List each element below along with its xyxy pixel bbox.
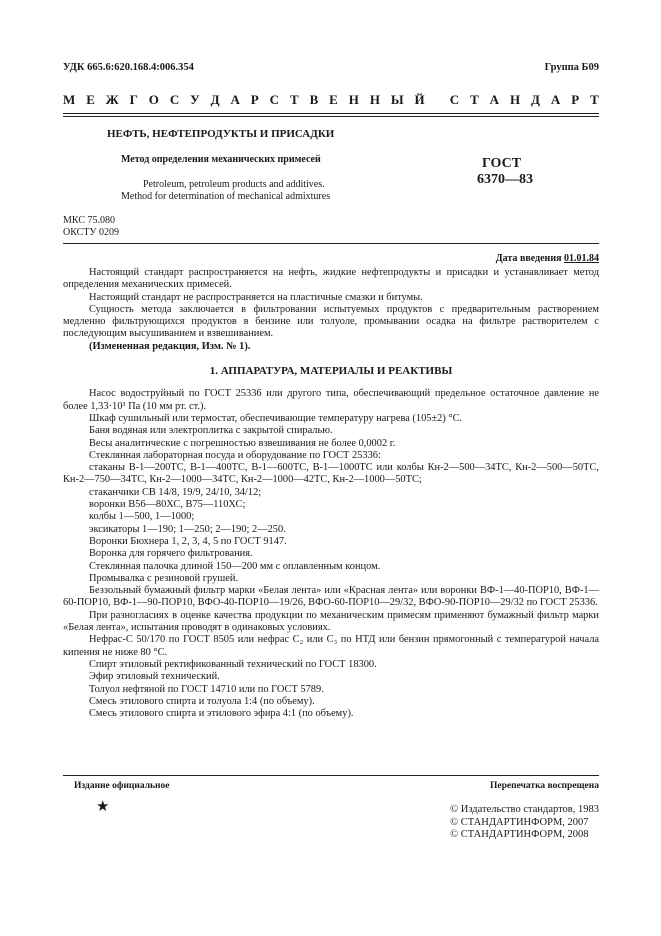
udc-code: УДК 665.6:620.168.4:006.354	[63, 62, 194, 73]
document-title: НЕФТЬ, НЕФТЕПРОДУКТЫ И ПРИСАДКИ	[107, 128, 335, 140]
banner-letter: Р	[571, 92, 580, 107]
banner-letter: Д	[210, 92, 220, 107]
copyright-line: © СТАНДАРТИНФОРМ, 2007	[450, 816, 589, 828]
apparatus-item: Шкаф сушильный или термостат, обеспечивающие температуру нагрева (105±2) °С.	[89, 412, 463, 424]
banner-letter: О	[148, 92, 159, 107]
banner-letter: С	[449, 92, 460, 107]
apparatus-item: Спирт этиловый ректификованный технический по ГОСТ 18300.	[89, 658, 377, 670]
apparatus-list	[63, 388, 599, 720]
apparatus-item: Стеклянная лабораторная посуда и оборудование по ГОСТ 25336:	[89, 449, 381, 461]
intro-paragraph-method-essence: Сущность метода заключается в фильтровании испытуемых продуктов с предварительным растворением медленно фильтрующихся продуктов в бензине или толуоле, промывании осадка на фильтре растворителем с последующим высушиванием и взвешиванием.	[63, 303, 599, 340]
banner-letter: Т	[289, 92, 299, 107]
copyright-line: © Издательство стандартов, 1983	[450, 804, 599, 815]
banner-letter: М	[63, 92, 76, 107]
apparatus-item: При разногласиях в оценке качества продукции по механическим примесям применяют бумажный фильтр марки «Белая лента», испытания проводят в одинаковых условиях.	[63, 609, 599, 634]
official-edition-label: Издание официальное	[74, 781, 170, 791]
banner-letter: А	[230, 92, 240, 107]
interstate-standard-banner	[63, 92, 599, 108]
star-icon: ★	[96, 799, 110, 815]
footer-divider	[63, 775, 599, 776]
apparatus-item: воронки В56—80ХС, В75—110ХС;	[89, 499, 246, 511]
intro-paragraph-exclusions: Настоящий стандарт не распространяется на пластичные смазки и битумы.	[89, 291, 423, 303]
copyright-line: © СТАНДАРТИНФОРМ, 2008	[450, 829, 589, 840]
banner-letter: Г	[129, 92, 138, 107]
banner-letter: С	[269, 92, 280, 107]
banner-letter: А	[550, 92, 561, 107]
apparatus-item: Насос водоструйный по ГОСТ 25336 или другого типа, обеспечивающий предельное остаточное давление не более 1,33·10³ Па (10 мм рт. ст.).	[63, 388, 599, 412]
banner-letter: Т	[470, 92, 479, 107]
apparatus-item: стаканчики СВ 14/8, 19/9, 24/10, 34/12;	[89, 486, 262, 498]
english-title-line-2: Method for determination of mechanical admixtures	[121, 191, 331, 202]
apparatus-item: Эфир этиловый технический.	[89, 671, 220, 683]
banner-letter: У	[190, 92, 200, 107]
banner-letter: В	[309, 92, 319, 107]
section-heading-apparatus: 1. АППАРАТУРА, МАТЕРИАЛЫ И РЕАКТИВЫ	[209, 365, 453, 378]
gost-number: 6370—83	[477, 172, 533, 187]
banner-letter: Е	[86, 92, 95, 107]
top-divider	[63, 113, 599, 114]
apparatus-item: Баня водяная или электроплитка с закрытой спиралью.	[89, 425, 333, 437]
banner-letter: Р	[250, 92, 259, 107]
banner-letter: Й	[414, 92, 425, 107]
apparatus-item: Нефрас-С 50/170 по ГОСТ 8505 или нефрас С₂ или С₃ по НТД или бензин прямогонный с температурой начала кипения не ниже 80 °С.	[63, 634, 599, 658]
banner-letter: А	[489, 92, 500, 107]
apparatus-item: Промывалка с резиновой грушей.	[89, 572, 239, 584]
apparatus-item: колбы 1—500, 1—1000;	[89, 511, 195, 523]
banner-letter: Н	[509, 92, 521, 107]
apparatus-item: Толуол нефтяной по ГОСТ 14710 или по ГОСТ 5789.	[89, 683, 324, 695]
mid-divider	[63, 243, 599, 244]
apparatus-item: Беззольный бумажный фильтр марки «Белая лента» или «Красная лента» или воронки ВФ-1—40-ПОР10, ВФ-1—60-ПОР10, ВФ-1—90-ПОР10, ВФО-40-ПОР10—19/26, ВФО-60-ПОР10—29/32, ВФО-90-ПОР10—29/32 по ГОСТ 25336.	[63, 585, 599, 609]
method-subtitle: Метод определения механических примесей	[121, 154, 321, 165]
document-body	[63, 267, 599, 720]
banner-letter: Ы	[390, 92, 404, 107]
banner-letter: Н	[369, 92, 380, 107]
apparatus-item: Смесь этилового спирта и толуола 1:4 (по объему).	[89, 695, 315, 707]
apparatus-item: Смесь этилового спирта и этилового эфира 4:1 (по объему).	[89, 708, 354, 720]
apparatus-item: стаканы В-1—200ТС, В-1—400ТС, В-1—600ТС, В-1—1000ТС или колбы Кн-2—500—34ТС, Кн-2—500—50ТС, Кн-2—750—34ТС, Кн-2—1000—34ТС, Кн-2—1000—42ТС, Кн-2—1000—50ТС;	[63, 462, 599, 486]
effective-date-value: 01.01.84	[564, 253, 599, 264]
effective-date-label: Дата введения	[495, 253, 562, 264]
banner-letter: Ж	[105, 92, 119, 107]
intro-paragraph-scope: Настоящий стандарт распространяется на нефть, жидкие нефтепродукты и присадки и устанавливает метод определения механических примесей.	[63, 267, 599, 291]
banner-letter: С	[169, 92, 180, 107]
reprint-prohibited-label: Перепечатка воспрещена	[489, 781, 599, 791]
apparatus-item: Воронки Бюхнера 1, 2, 3, 4, 5 по ГОСТ 9147.	[89, 535, 287, 547]
apparatus-item: эксикаторы 1—190; 1—250; 2—190; 2—250.	[89, 523, 286, 535]
mks-code: МКС 75.080	[63, 215, 115, 226]
group-code: Группа Б09	[544, 62, 599, 73]
banner-letter: Т	[590, 92, 599, 107]
banner-letter	[436, 92, 439, 108]
effective-date	[496, 253, 599, 264]
banner-letter: Н	[348, 92, 359, 107]
copyright-block	[450, 804, 599, 842]
apparatus-item: Весы аналитические с погрешностью взвешивания не более 0,0002 г.	[89, 437, 396, 449]
apparatus-item: Стеклянная палочка длиной 150—200 мм с оплавленным концом.	[89, 560, 381, 572]
banner-letter: Е	[329, 92, 338, 107]
gost-label: ГОСТ	[482, 156, 522, 171]
top-divider-second	[63, 116, 599, 117]
banner-letter: Д	[531, 92, 540, 107]
okstu-code: ОКСТУ 0209	[63, 227, 120, 238]
apparatus-item: Воронка для горячего фильтрования.	[89, 548, 253, 560]
english-title-line-1: Petroleum, petroleum products and additives.	[143, 179, 325, 190]
amendment-note: (Измененная редакция, Изм. № 1).	[89, 340, 251, 352]
